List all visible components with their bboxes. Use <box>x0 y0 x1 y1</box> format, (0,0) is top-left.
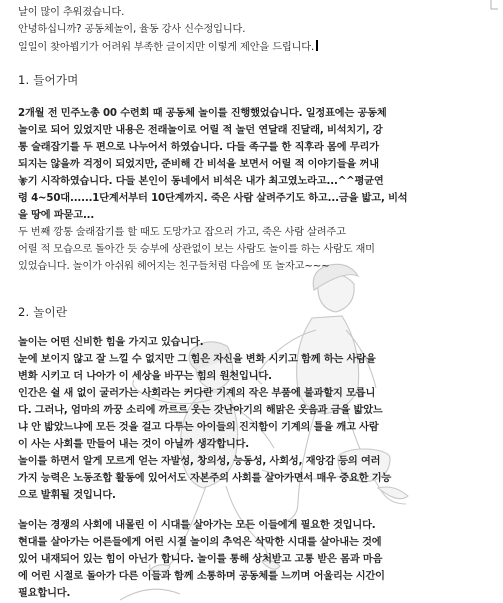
section-1-line: 되지는 않을까 걱정이 되었지만, 준비해 간 비석을 보면서 어릴 적 이야기들을 꺼내 <box>18 159 379 170</box>
section-1-line: 있었습니다. 놀이가 아쉬워 헤어지는 친구들처럼 다음에 또 놀자고~~~ <box>18 261 330 272</box>
section-2-line: 놀이를 하면서 알게 모르게 얻는 자발성, 창의성, 능동성, 사회성, 재앙감 등의 여러 <box>18 456 381 467</box>
section-1-line: 어릴 적 모습으로 돌아간 듯 승부에 상관없이 보는 사람도 놀이를 하는 사람도 재미 <box>18 244 375 255</box>
section-2-line: 있어 내재되어 있는 힘이 아닌가 합니다. 놀이를 통해 상처받고 고통 받은 몸과 마음 <box>18 554 383 565</box>
greeting-line-2: 안녕하십니까? 공동체놀이, 율동 강사 신수정입니다. <box>18 24 246 35</box>
section-2-line: 현대를 살아가는 어른들에게 어린 시절 놀이의 추억은 삭막한 시대를 살아내는 것에 <box>18 537 382 548</box>
section-2-line: 놀이는 경쟁의 사회에 내몰린 이 시대를 살아가는 모든 이들에게 필요한 것입니다. <box>18 520 376 531</box>
section-2-line: 가지 능력은 노동조합 활동에 있어서도 자본주의 사회를 살아가면서 매우 중요한 기능 <box>18 473 392 484</box>
greeting-line-1: 날이 많이 추워졌습니다. <box>18 7 125 18</box>
section-1-heading: 1. 들어가며 <box>18 73 79 87</box>
section-2-heading: 2. 놀이란 <box>18 305 68 319</box>
section-1-line: 두 번째 깡통 술래잡기를 할 때도 도망가고 잡으러 가고, 죽은 사람 살려주고 <box>18 227 346 238</box>
text-cursor <box>316 40 318 51</box>
section-2-line: 에 어린 시절로 돌아가 다른 이들과 함께 소통하며 공동체를 느끼며 어울리는 시간이 <box>18 571 385 582</box>
section-2-line: 눈에 보이지 않고 잘 느낄 수 없지만 그 힘은 자신을 변화 시키고 함께 하는 사람을 <box>18 354 376 365</box>
section-1-line: 놓기 시작하였습니다. 다들 본인이 동네에서 비석은 내가 최고였노라고...^^평균연 <box>18 176 384 187</box>
section-2-line: 인간은 쉴 새 없이 굴러가는 사회라는 커다란 기계의 작은 부품에 불과할지 모릅니 <box>18 388 376 399</box>
section-1-line: 을 땅에 파묻고... <box>18 210 95 221</box>
section-1-line: 2개월 전 민주노총 00 수련회 때 공동체 놀이를 진행했었습니다. 일정표에는 공동체 <box>18 108 387 119</box>
margin-corner-icon <box>490 0 498 10</box>
section-2-line: 다. 그러나, 엄마의 까꿍 소리에 까르르 웃는 갓난아기의 해맑은 웃음과 금을 밟았느 <box>18 405 383 416</box>
section-1-line: 령 4~50대......1단계서부터 10단계까지. 죽은 사람 살려주기도 하고...금을 밟고, 비석 <box>18 193 408 204</box>
section-2-line: 필요합니다. <box>18 588 71 599</box>
section-2-line: 이 사는 사회를 만들어 내는 것이 아닐까 생각합니다. <box>18 439 250 450</box>
section-1-line: 통 술래잡기를 두 편으로 나누어서 하였습니다. 다들 족구를 한 직후라 몸에 무리가 <box>18 142 379 153</box>
section-2-line: 냐 안 밟았느냐에 모든 것을 걸고 다투는 아이들의 진지함이 기계의 틀을 깨고 사람 <box>18 422 379 433</box>
section-2-line: 변화 시키고 더 나아가 이 세상을 바꾸는 힘의 원천입니다. <box>18 371 272 382</box>
section-1-line: 놀이로 되어 있었지만 내용은 전래놀이로 어릴 적 놀던 연달래 진달래, 비석치기, 강 <box>18 125 383 136</box>
greeting-line-3: 일일이 찾아뵙기가 어려워 부족한 글이지만 이렇게 제안을 드립니다. <box>18 40 488 54</box>
section-2-line: 놀이는 어떤 신비한 힘을 가지고 있습니다. <box>18 337 204 348</box>
section-2-line: 으로 발휘될 것입니다. <box>18 490 116 501</box>
